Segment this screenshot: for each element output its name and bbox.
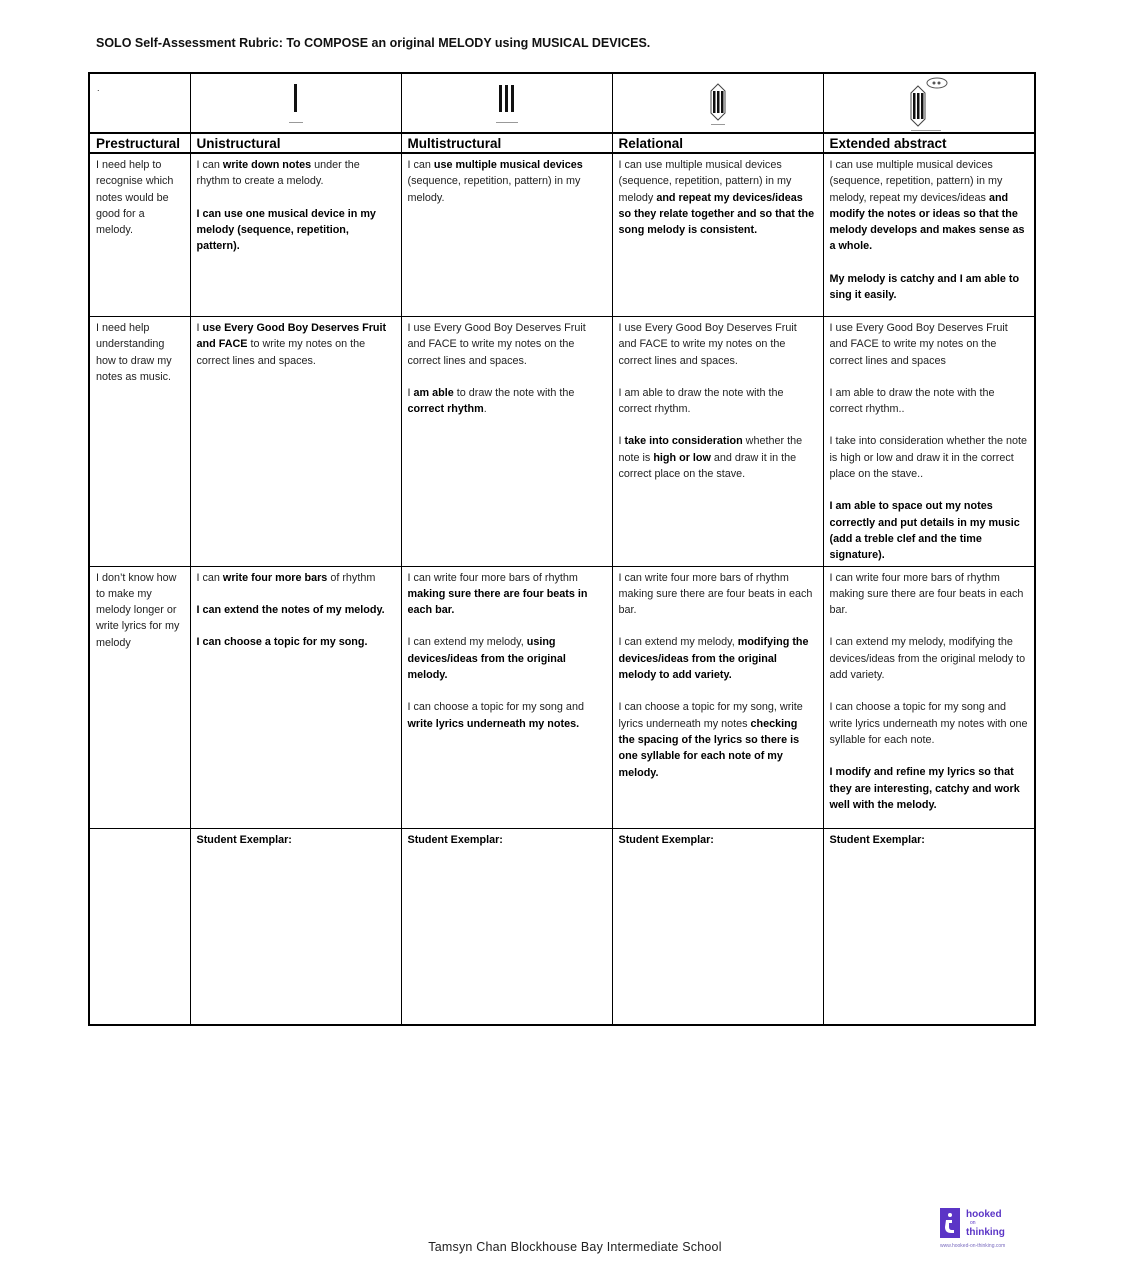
criteria-paragraph [408, 385, 606, 418]
level-header-relational: Relational [612, 133, 823, 153]
criteria-paragraph [96, 157, 184, 238]
criteria-paragraph [197, 634, 395, 650]
criteria-text: I can write four more bars of rhythm making sure there are four beats in each bar. [829, 571, 1024, 617]
criteria-paragraph [830, 157, 1029, 255]
rubric-row [89, 317, 1035, 567]
criteria-text: I can use multiple musical devices (sequence, repetition, pattern) in my melody, repeat my devices/ideas [829, 159, 1003, 204]
criteria-text: I use Every Good Boy Deserves Fruit and FACE to write my notes on the correct lines and spaces. [407, 322, 586, 367]
criteria-text: I [407, 386, 414, 399]
criteria-text: I am able to draw the note with the correct rhythm.. [829, 386, 995, 416]
criteria-cell [823, 566, 1035, 828]
criteria-paragraph [830, 764, 1029, 813]
solo-extended-abstract-icon [907, 76, 951, 132]
corner-mark: . [97, 83, 100, 93]
criteria-cell [612, 153, 823, 317]
exemplar-cell[interactable] [612, 828, 823, 1025]
criteria-paragraph [408, 699, 606, 732]
criteria-paragraph [197, 570, 395, 586]
criteria-text-bold: using devices/ideas from the original melody. [407, 636, 566, 682]
criteria-cell [190, 153, 401, 317]
icon-cell-multistructural [401, 73, 612, 133]
criteria-text: I can choose a topic for my song and [407, 701, 584, 714]
criteria-cell [823, 317, 1035, 567]
level-header-prestructural: Prestructural [89, 133, 190, 153]
criteria-paragraph [408, 157, 606, 206]
criteria-cell [401, 317, 612, 567]
hooked-on-thinking-logo [940, 1208, 1030, 1254]
criteria-text-bold: I am able to space out my notes correctly and put details in my music (add a treble clef and the time signature). [829, 500, 1020, 562]
criteria-paragraph [619, 570, 817, 619]
criteria-paragraph [619, 433, 817, 482]
criteria-text: I can use multiple musical devices (sequence, repetition, pattern) in my melody [618, 159, 792, 204]
criteria-text: I need help understanding how to draw my notes as music. [96, 322, 172, 383]
criteria-paragraph [96, 320, 184, 385]
solo-relational-icon [707, 82, 729, 126]
criteria-paragraph [197, 206, 395, 255]
criteria-text: I can [196, 159, 223, 171]
exemplar-label: Student Exemplar: [618, 833, 714, 846]
solo-unistructural-icon [286, 82, 306, 124]
criteria-text: I can choose a topic for my song, write lyrics underneath my notes [618, 701, 803, 730]
criteria-text: I am able to draw the note with the correct rhythm. [618, 386, 784, 416]
criteria-cell [612, 317, 823, 567]
criteria-text-bold: making sure there are four beats in each bar. [407, 587, 588, 617]
criteria-text: I [618, 435, 625, 448]
criteria-cell [401, 153, 612, 317]
icon-cell-extended-abstract [823, 73, 1035, 133]
logo-text-hooked: hooked [966, 1209, 1002, 1220]
logo-text-thinking: thinking [966, 1227, 1005, 1238]
level-header-extended-abstract: Extended abstract [823, 133, 1035, 153]
exemplar-label: Student Exemplar: [407, 833, 503, 846]
criteria-text-bold: use multiple musical devices [433, 159, 583, 171]
exemplar-row [89, 828, 1035, 1025]
criteria-text: I can extend my melody, [618, 636, 738, 649]
criteria-paragraph [408, 570, 606, 619]
solo-multistructural-icon [495, 82, 519, 124]
logo-url: www.hooked-on-thinking.com [940, 1243, 1006, 1249]
criteria-cell [823, 153, 1035, 317]
criteria-text: I take into consideration whether the note is high or low and draw it in the correct place on the stave.. [829, 435, 1027, 481]
criteria-text: of rhythm [327, 571, 376, 584]
criteria-paragraph [619, 385, 817, 418]
criteria-cell [89, 317, 190, 567]
criteria-text: I can [196, 571, 223, 584]
criteria-text-bold: high or low [653, 451, 711, 464]
criteria-text: and draw it in the correct place on the stave. [618, 451, 797, 481]
criteria-paragraph [619, 157, 817, 238]
criteria-paragraph [408, 634, 606, 683]
criteria-text: I don’t know how to make my melody longer or write lyrics for my melody [96, 571, 180, 649]
criteria-text: I use Every Good Boy Deserves Fruit and FACE to write my notes on the correct lines and spaces. [618, 322, 797, 367]
criteria-text: I [196, 322, 203, 334]
level-header-unistructural: Unistructural [190, 133, 401, 153]
icon-row [89, 73, 1035, 133]
criteria-text-bold: I can extend the notes of my melody. [196, 603, 385, 616]
criteria-paragraph [830, 570, 1029, 619]
icon-cell-unistructural [190, 73, 401, 133]
criteria-text: I can choose a topic for my song and write lyrics underneath my notes with one syllable for each note. [829, 701, 1028, 746]
criteria-text: to write my notes on the correct lines and spaces. [196, 338, 366, 367]
criteria-text: I can write four more bars of rhythm [407, 571, 578, 584]
criteria-text-bold: write down notes [222, 159, 312, 171]
criteria-paragraph [197, 157, 395, 190]
criteria-paragraph [830, 433, 1029, 482]
criteria-cell [612, 566, 823, 828]
exemplar-cell[interactable] [190, 828, 401, 1025]
page-title: SOLO Self-Assessment Rubric: To COMPOSE an original MELODY using MUSICAL DEVICES. [96, 36, 651, 50]
icon-cell-relational [612, 73, 823, 133]
criteria-text: (sequence, repetition, pattern) in my melody. [407, 175, 581, 204]
criteria-paragraph [830, 385, 1029, 418]
criteria-text-bold: write lyrics underneath my notes. [407, 717, 580, 730]
exemplar-cell[interactable] [823, 828, 1035, 1025]
rubric-row [89, 153, 1035, 317]
criteria-paragraph [96, 570, 184, 651]
criteria-text: under the rhythm to create a melody. [196, 159, 360, 188]
criteria-text-bold: take into consideration [624, 435, 743, 448]
exemplar-cell[interactable] [401, 828, 612, 1025]
level-header-multistructural: Multistructural [401, 133, 612, 153]
criteria-paragraph [619, 699, 817, 780]
criteria-text: to draw the note with the [453, 386, 575, 399]
criteria-paragraph [197, 602, 395, 618]
criteria-text-bold: and modify the notes or ideas so that the melody develops and makes sense as a whole. [829, 191, 1025, 253]
footer-author: Tamsyn Chan Blockhouse Bay Intermediate School [428, 1240, 722, 1254]
criteria-paragraph [830, 271, 1029, 304]
criteria-paragraph [408, 320, 606, 369]
exemplar-label: Student Exemplar: [829, 833, 925, 846]
rubric-row [89, 566, 1035, 828]
criteria-text-bold: am able [413, 386, 454, 399]
criteria-text-bold: and repeat my devices/ideas so they relate together and so that the song melody is consistent. [618, 191, 815, 237]
solo-rubric-table [88, 72, 1036, 1026]
criteria-text: I can extend my melody, [407, 636, 527, 649]
criteria-paragraph [830, 699, 1029, 748]
criteria-text-bold: modifying the devices/ideas from the original melody to add variety. [618, 636, 809, 682]
criteria-text-bold: I modify and refine my lyrics so that they are interesting, catchy and work well with the melody. [829, 766, 1020, 811]
criteria-text: I use Every Good Boy Deserves Fruit and FACE to write my notes on the correct lines and spaces [829, 322, 1008, 367]
criteria-paragraph [830, 320, 1029, 369]
criteria-text-bold: write four more bars [222, 571, 328, 584]
criteria-paragraph [619, 320, 817, 369]
criteria-text-bold: I can use one musical device in my melody (sequence, repetition, pattern). [196, 207, 376, 253]
criteria-cell [401, 566, 612, 828]
criteria-text-bold: checking the spacing of the lyrics so there is one syllable for each note of my melody. [618, 717, 800, 779]
criteria-text-bold: correct rhythm [407, 403, 484, 416]
logo-mark-icon [940, 1208, 960, 1238]
criteria-cell [89, 566, 190, 828]
criteria-paragraph [619, 634, 817, 683]
criteria-text: I need help to recognise which notes would be good for a melody. [96, 159, 174, 237]
exemplar-label: Student Exemplar: [196, 833, 292, 846]
criteria-cell [89, 153, 190, 317]
criteria-paragraph [830, 498, 1029, 563]
criteria-text: whether the note is [618, 435, 803, 464]
criteria-paragraph [830, 634, 1029, 683]
exemplar-cell-empty [89, 828, 190, 1025]
criteria-text: . [483, 403, 487, 416]
logo-text-on: on [970, 1220, 976, 1226]
criteria-text: I can extend my melody, modifying the devices/ideas from the original melody to add variety. [829, 636, 1026, 682]
criteria-text-bold: My melody is catchy and I am able to sing it easily. [829, 272, 1020, 302]
level-header-row [89, 133, 1035, 153]
criteria-text-bold: I can choose a topic for my song. [196, 636, 368, 649]
criteria-text-bold: use Every Good Boy Deserves Fruit and FACE [196, 322, 387, 351]
criteria-cell [190, 317, 401, 567]
criteria-text: I can [407, 159, 434, 171]
criteria-text: I can write four more bars of rhythm making sure there are four beats in each bar. [618, 571, 813, 617]
icon-cell-prestructural [89, 73, 190, 133]
criteria-paragraph [197, 320, 395, 369]
criteria-cell [190, 566, 401, 828]
